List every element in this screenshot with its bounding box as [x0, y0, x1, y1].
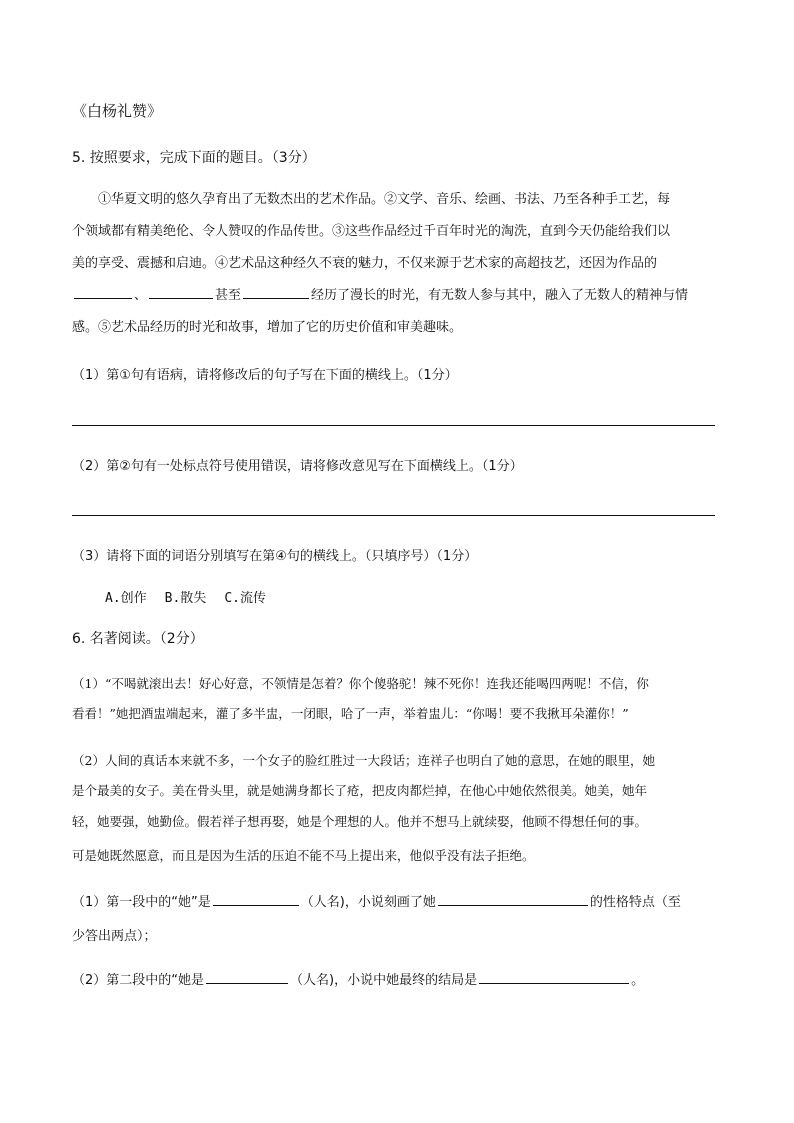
question-5-sub-1: （1）第①句有语病，请将修改后的句子写在下面的横线上。（1分）	[72, 368, 458, 383]
answer-blank[interactable]	[243, 284, 309, 299]
excerpt-2-line-3: 轻，她要强，她勤俭。假若祥子想再娶，她是个理想的人。他并不想马上就续娶，他顾不得想任何的事。	[72, 814, 648, 829]
answer-blank[interactable]	[74, 284, 132, 299]
excerpt-1-line-1: （1）“不喝就滚出去！好心好意，不领情是怎着？你个傻骆驼！辣不死你！连我还能喝四两呢！不信，你	[72, 676, 649, 691]
answer-blank[interactable]	[149, 284, 213, 299]
question-5-passage	[72, 184, 722, 344]
question-5-sub-3: （3）请将下面的词语分别填写在第④句的横线上。（只填序号）（1分）	[72, 549, 478, 564]
excerpt-1-line-2: 看看！”她把酒盅端起来，灌了多半盅，一闭眼，哈了一声，举着盅儿：“你喝！要不我揪耳朵灌你！”	[72, 706, 629, 721]
answer-blank[interactable]	[438, 891, 588, 906]
excerpt-2-line-2: 是个最美的女子。美在骨头里，就是她满身都长了疮，把皮肉都烂掉，在他心中她依然很美。她美，她年	[72, 783, 648, 798]
answer-blank[interactable]	[479, 969, 629, 984]
passage-line-3: 美的享受、震撼和启迪。④艺术品这种经久不衰的魅力，不仅来源于艺术家的高超技艺，还因为作品的	[72, 256, 658, 271]
passage-line-2: 个领域都有精美绝伦、令人赞叹的作品传世。③这些作品经过千百年时光的淘洗，直到今天仍能给我们以	[72, 224, 671, 239]
passage-line-4: 、 甚至 经历了漫长的时光，有无数人参与其中，融入了无数人的精神与情	[72, 280, 722, 312]
excerpt-2-line-1: （2）人间的真话本来就不多，一个女子的脸红胜过一大段话；连祥子也明白了她的意思，在她的眼里，她	[72, 753, 655, 768]
answer-blank[interactable]	[213, 891, 299, 906]
question-5-sub-2: （2）第②句有一处标点符号使用错误，请将修改意见写在下面横线上。（1分）	[72, 459, 523, 474]
question-5-title: 5. 按照要求，完成下面的题目。（3分）	[72, 150, 316, 166]
answer-blank[interactable]	[206, 969, 288, 984]
question-6-title: 6. 名著阅读。（2分）	[72, 631, 204, 647]
question-6-sub-1-cont: 少答出两点）；	[72, 929, 157, 944]
option-a: A.创作	[105, 591, 147, 606]
answer-line[interactable]	[72, 515, 715, 516]
option-c: C.流传	[224, 591, 266, 606]
question-6-sub-1: （1）第一段中的“她”是 （人名)，小说刻画了她 的性格特点（至	[72, 891, 681, 910]
passage-line-5: 感。⑤艺术品经历的时光和故事，增加了它的历史价值和审美趣味。	[72, 320, 463, 335]
excerpt-2-line-4: 可是她既然愿意，而且是因为生活的压迫不能不马上提出来，他似乎没有法子拒绝。	[72, 848, 535, 863]
option-b: B.散失	[164, 591, 207, 606]
word-options	[105, 587, 284, 606]
section-heading: 《白杨礼赞》	[72, 102, 163, 120]
passage-line-1: ①华夏文明的悠久孕育出了无数杰出的艺术作品。②文学、音乐、绘画、书法、乃至各种手工艺，每	[98, 192, 671, 207]
answer-line[interactable]	[72, 425, 715, 426]
question-6-sub-2: （2）第二段中的“她是 （人名)，小说中她最终的结局是 。	[72, 969, 644, 988]
